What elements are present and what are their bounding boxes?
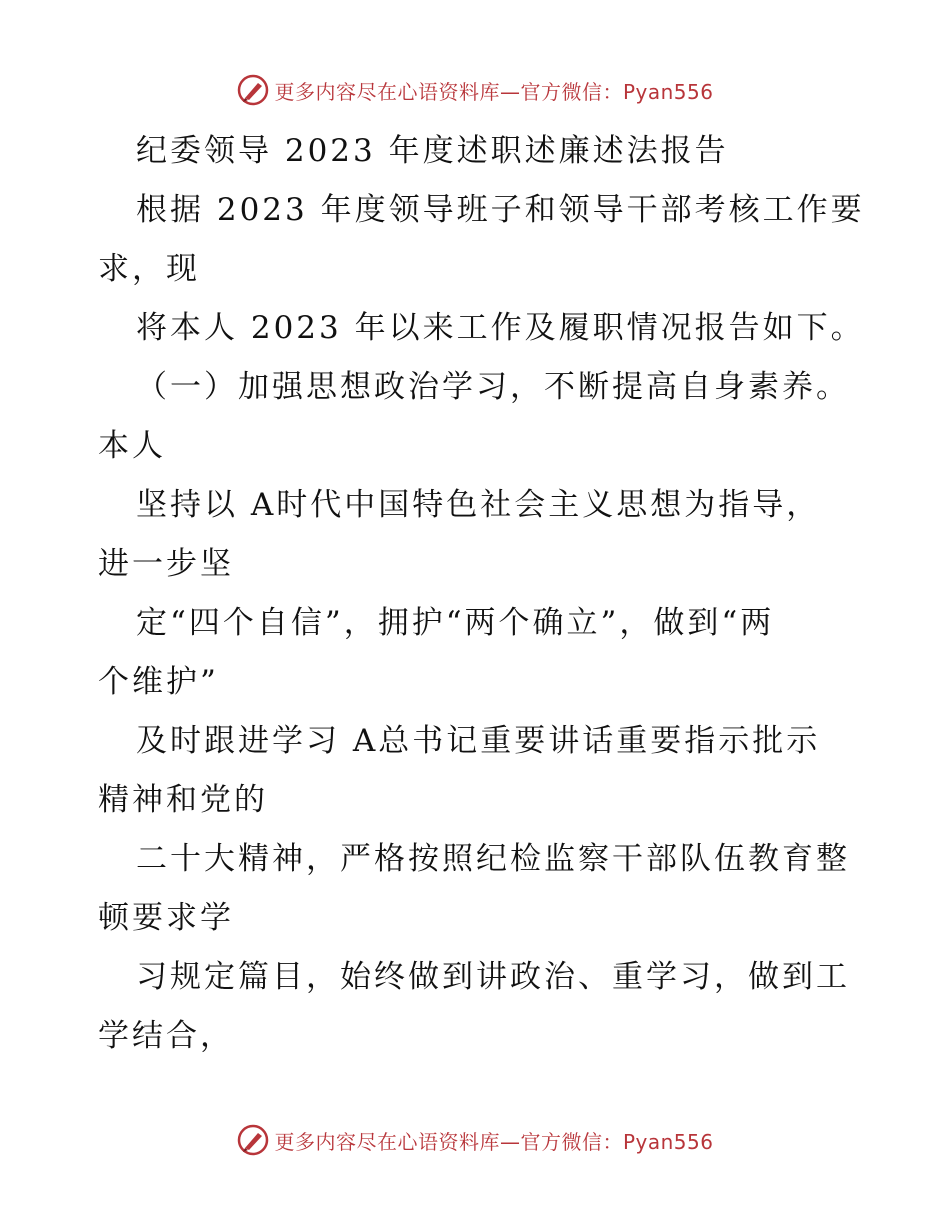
text-line: 精神和党的 [98, 782, 268, 818]
text-line: 顿要求学 [98, 900, 234, 936]
header-banner-text: 更多内容尽在心语资料库—官方微信：Pyan556 [274, 79, 714, 104]
text-line: 定“四个自信”，拥护“两个确立”，做到“两 [136, 605, 775, 641]
header-banner [0, 70, 950, 110]
text-line: 进一步坚 [98, 546, 234, 582]
pen-logo-icon [236, 1123, 270, 1157]
document-body [98, 122, 865, 1066]
text-line: 习规定篇目，始终做到讲政治、重学习，做到工 [136, 959, 850, 995]
text-line: 坚持以 A时代中国特色社会主义思想为指导， [136, 487, 821, 523]
text-line: 根据 2023 年度领导班子和领导干部考核工作要 [136, 192, 865, 228]
text-line: 纪委领导 2023 年度述职述廉述法报告 [136, 133, 729, 169]
text-line: 个维护” [98, 664, 219, 700]
text-line: 求，现 [98, 251, 200, 287]
text-line: （一）加强思想政治学习，不断提高自身素养。 [136, 369, 850, 405]
footer-banner [0, 1120, 950, 1160]
footer-banner-text: 更多内容尽在心语资料库—官方微信：Pyan556 [274, 1129, 714, 1154]
text-line: 及时跟进学习 A总书记重要讲话重要指示批示 [136, 723, 821, 759]
text-line: 将本人 2023 年以来工作及履职情况报告如下。 [136, 310, 865, 346]
text-line: 学结合， [98, 1018, 234, 1054]
pen-logo-icon [236, 73, 270, 107]
text-line: 二十大精神，严格按照纪检监察干部队伍教育整 [136, 841, 850, 877]
text-line: 本人 [98, 428, 166, 464]
